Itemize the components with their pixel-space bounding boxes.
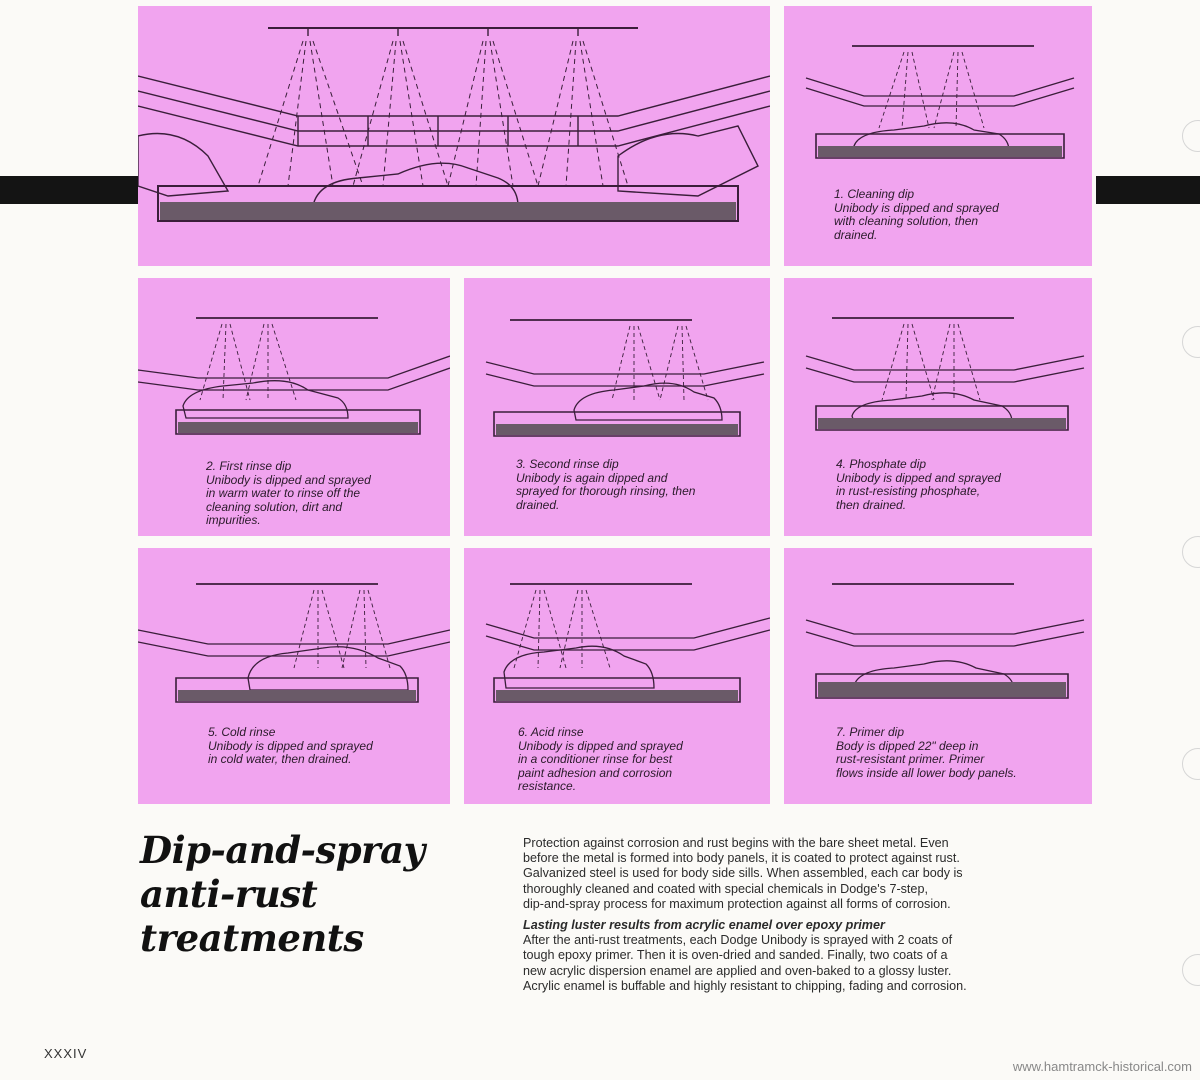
binder-hole — [1182, 120, 1200, 152]
subheading: Lasting luster results from acrylic enamel over epoxy primer — [523, 918, 885, 933]
body-line: Protection against corrosion and rust begins with the bare sheet metal. Even — [523, 836, 949, 850]
index-tab-right — [1096, 176, 1200, 204]
page-title — [140, 828, 425, 960]
body-copy — [523, 836, 1123, 994]
step-3-panel — [464, 278, 770, 536]
footer-url: www.hamtramck-historical.com — [1012, 1059, 1192, 1074]
index-tab-left — [0, 176, 140, 204]
step-6-caption — [518, 726, 683, 794]
step-line: sprayed for thorough rinsing, then — [516, 484, 696, 498]
step-line: Unibody is again dipped and — [516, 470, 668, 485]
step-title: 1. Cleaning dip — [834, 187, 915, 201]
step-line: Unibody is dipped and sprayed — [518, 738, 683, 753]
step-line: drained. — [516, 497, 560, 512]
step-line: impurities. — [206, 513, 261, 527]
step-line: then drained. — [836, 497, 907, 512]
step-line: rust-resistant primer. Primer — [836, 752, 985, 766]
step-3-caption — [516, 458, 695, 512]
step-line: in warm water to rinse off the — [206, 486, 361, 500]
step-title: 6. Acid rinse — [518, 725, 584, 739]
title-line: anti-rust — [140, 872, 318, 916]
step-1-caption — [834, 188, 999, 242]
title-line: Dip-and-spray — [140, 828, 425, 872]
step-2-caption — [206, 460, 371, 528]
step-line: in rust-resisting phosphate, — [836, 484, 981, 498]
step-line: Unibody is dipped and sprayed — [834, 200, 999, 215]
step-line: in cold water, then drained. — [208, 752, 352, 766]
body-line: before the metal is formed into body panels, it is coated to protect against rust. — [523, 851, 960, 866]
title-line: treatments — [140, 916, 364, 960]
binder-hole — [1182, 748, 1200, 780]
body-line: Galvanized steel is used for body side sills. When assembled, each car body is — [523, 866, 963, 881]
body-line: After the anti-rust treatments, each Dodge Unibody is sprayed with 2 coats of — [523, 933, 953, 948]
body-line: dip-and-spray process for maximum protection against all forms of corrosion. — [523, 896, 951, 911]
step-line: Body is dipped 22" deep in — [836, 738, 979, 753]
step-4-panel — [784, 278, 1092, 536]
binder-hole — [1182, 326, 1200, 358]
step-line: paint adhesion and corrosion — [518, 765, 673, 780]
step-line: flows inside all lower body panels. — [836, 765, 1017, 780]
body-line: new acrylic dispersion enamel are applied and oven-baked to a glossy luster. — [523, 963, 952, 978]
step-line: with cleaning solution, then — [834, 214, 979, 228]
step-5-panel — [138, 548, 450, 804]
step-2-panel — [138, 278, 450, 536]
step-line: Unibody is dipped and sprayed — [206, 472, 371, 487]
binder-hole — [1182, 536, 1200, 568]
body-line: tough epoxy primer. Then it is oven-dried and sanded. Finally, two coats of a — [523, 948, 948, 963]
step-6-panel — [464, 548, 770, 804]
step-title: 4. Phosphate dip — [836, 457, 927, 471]
page-number: XXXIV — [44, 1046, 88, 1061]
step-title: 2. First rinse dip — [206, 459, 292, 473]
step-line: in a conditioner rinse for best — [518, 752, 673, 766]
binder-hole — [1182, 954, 1200, 986]
dip-line-overview-illustration — [138, 6, 770, 266]
hero-illustration-panel — [138, 6, 770, 266]
step-line: Unibody is dipped and sprayed — [836, 470, 1001, 485]
step-line: drained. — [834, 227, 878, 242]
step-7-caption — [836, 726, 1017, 780]
step-4-caption — [836, 458, 1001, 512]
body-line: Acrylic enamel is buffable and highly resistant to chipping, fading and corrosion. — [523, 978, 967, 993]
step-1-panel — [784, 6, 1092, 266]
body-line: thoroughly cleaned and coated with special chemicals in Dodge's 7-step, — [523, 881, 928, 896]
step-title: 3. Second rinse dip — [516, 457, 619, 471]
step-line: cleaning solution, dirt and — [206, 499, 343, 514]
step-line: Unibody is dipped and sprayed — [208, 738, 373, 753]
step-title: 7. Primer dip — [836, 725, 905, 739]
step-title: 5. Cold rinse — [208, 725, 276, 739]
step-line: resistance. — [518, 779, 577, 793]
step-5-caption — [208, 726, 373, 767]
step-7-panel — [784, 548, 1092, 804]
